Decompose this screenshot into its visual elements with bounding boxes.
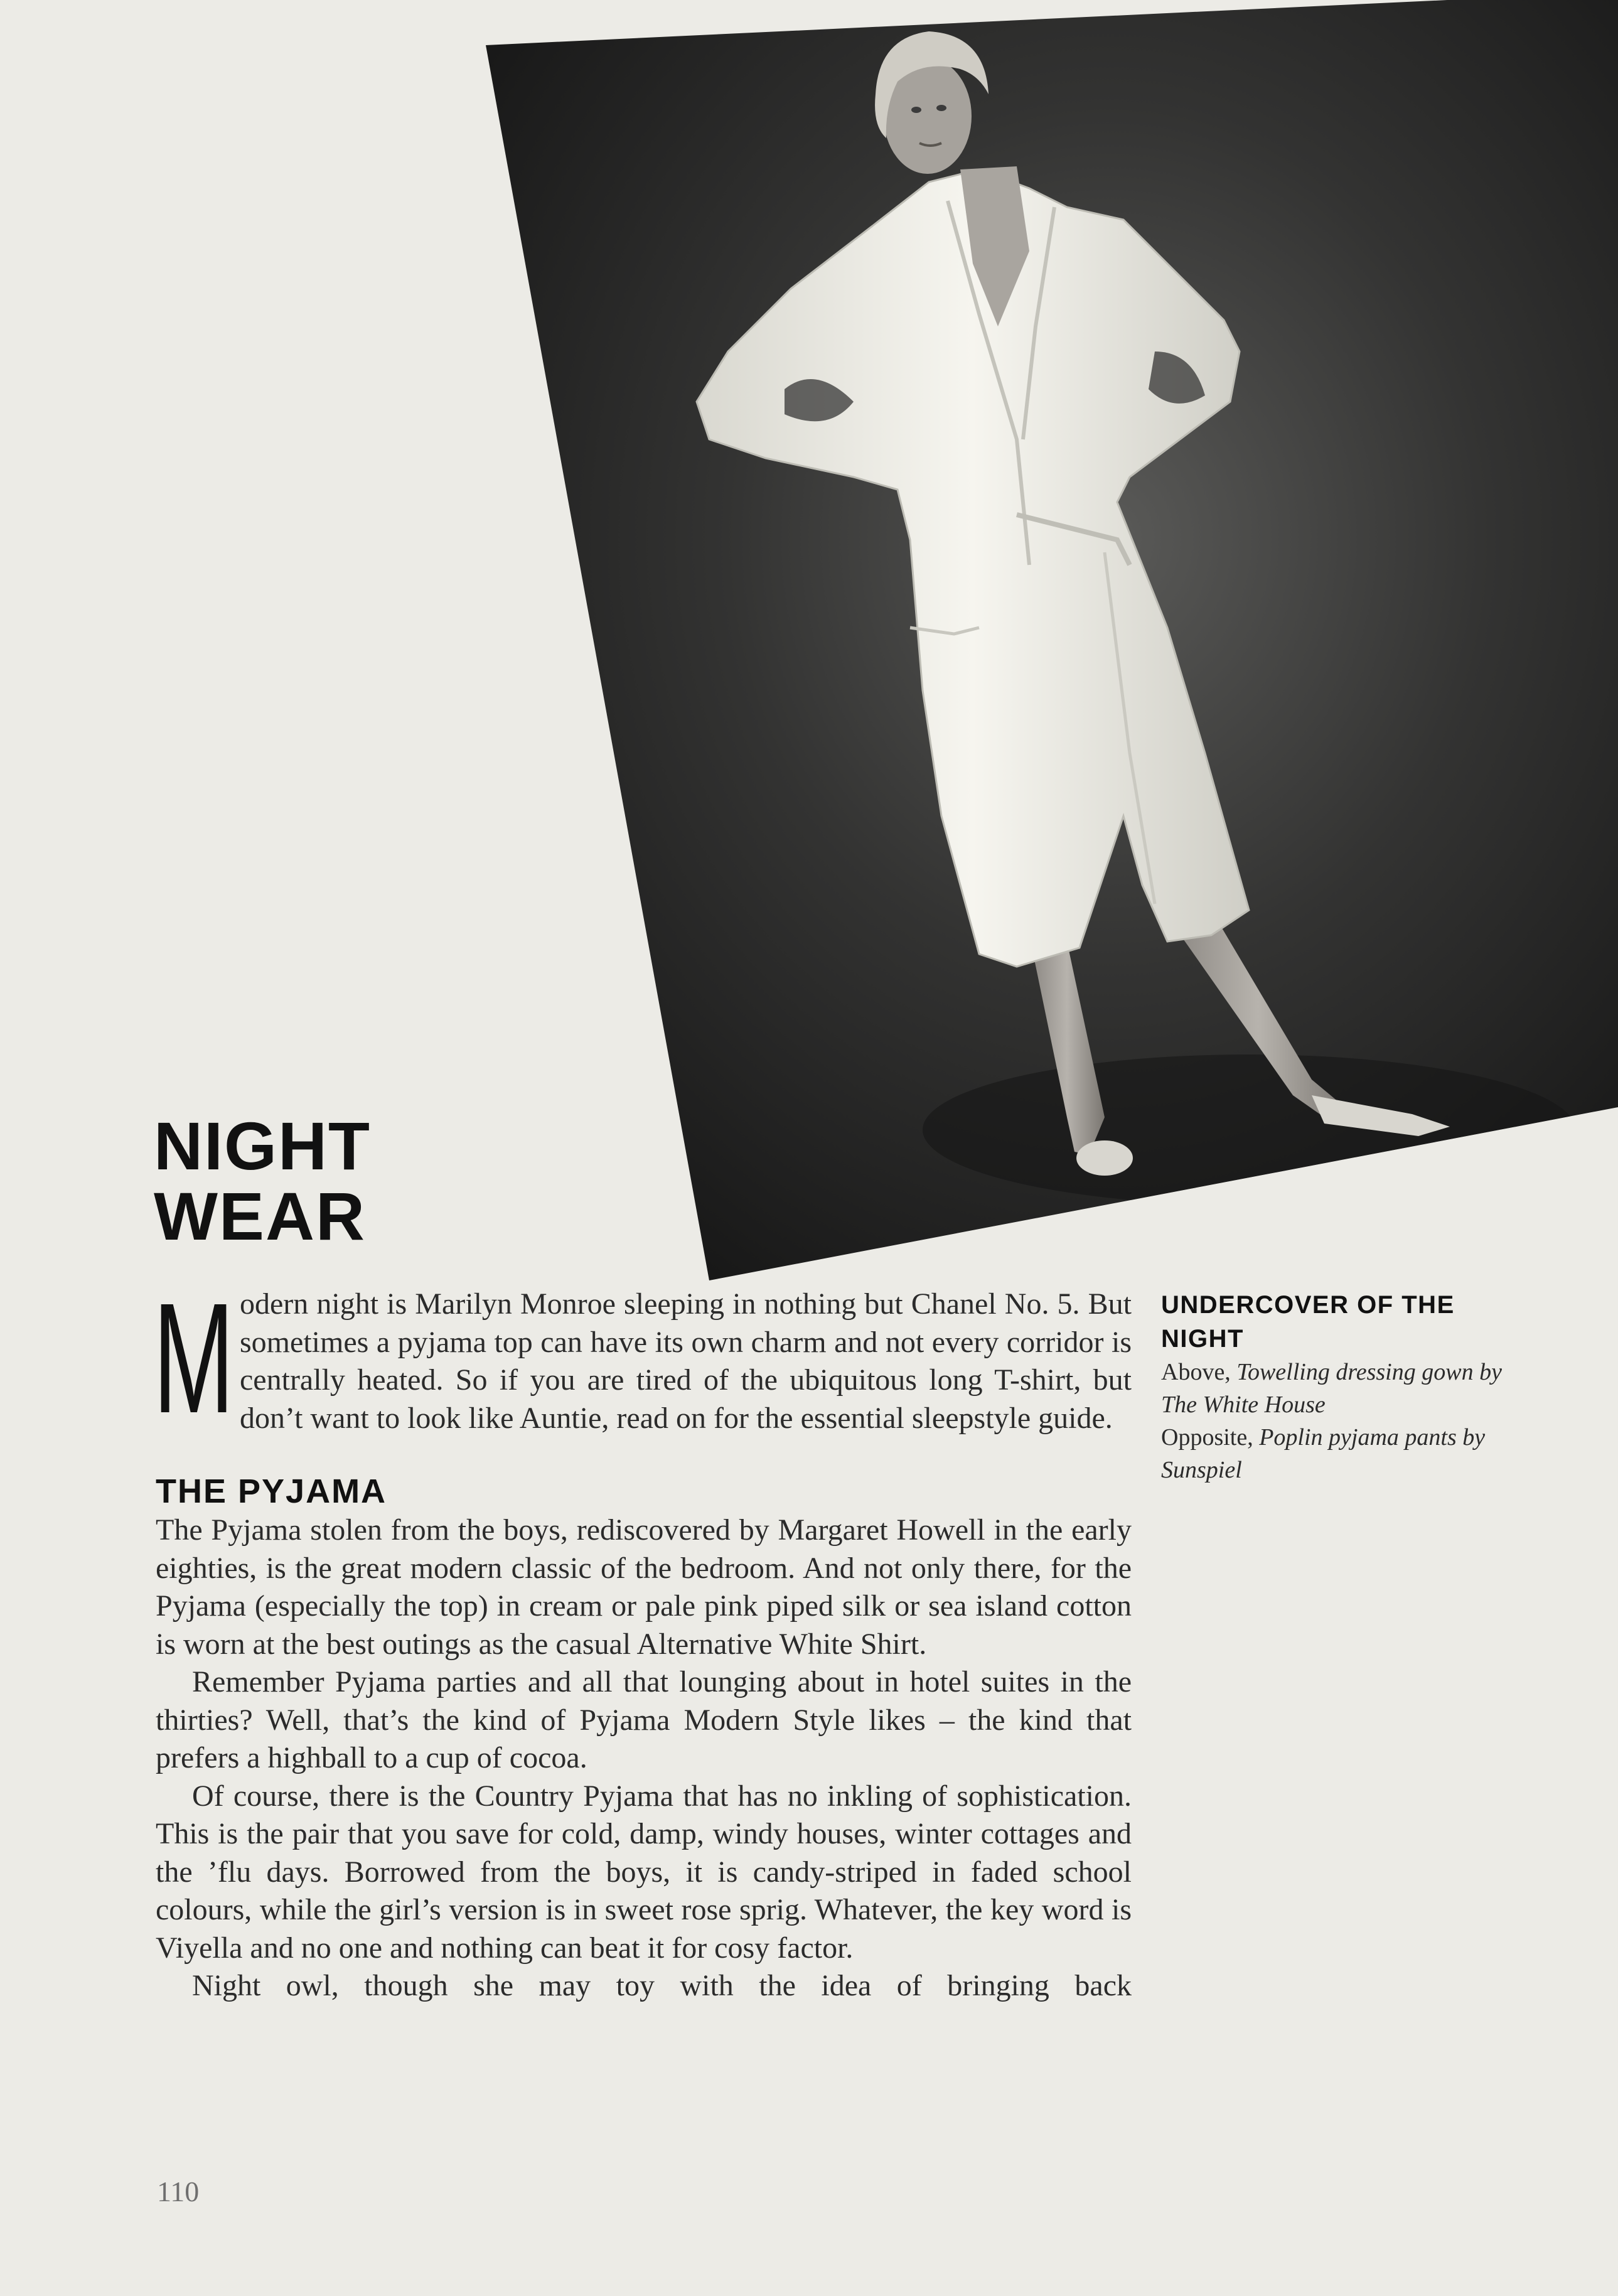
drop-cap: M <box>153 1270 235 1446</box>
dressing-gown <box>697 169 1249 967</box>
model-hair <box>875 31 988 138</box>
model-legs <box>1029 935 1105 1155</box>
paragraph-3: Of course, there is the Country Pyjama that has no inkling of sophistication. This is the pair that you save for cold, damp, windy houses, winter cottages and the ’flu days. Borrowed from the boys, it is candy-striped in faded school colours, while the girl’s version is in sweet rose sprig. Whatever, the key word is Viyella and no one and nothing can beat it for cosy factor. <box>156 1779 1132 1965</box>
caption-above <box>1161 1356 1538 1421</box>
intro-text: odern night is Marilyn Monroe sleeping in nothing but Chanel No. 5. But sometimes a pyjama top can have its own charm and not every corridor is centrally heated. So if you are tired of the ubiquitous long T-shirt, but don’t want to look like Auntie, read on for the essential sleepstyle guide. <box>240 1287 1132 1435</box>
caption-heading-line-1: UNDERCOVER OF THE <box>1161 1291 1455 1319</box>
paragraph-2: Remember Pyjama parties and all that lounging about in hotel suites in the thirties? Well, that’s the kind of Pyjama Modern Style likes – the kind that prefers a highball to a cup of cocoa. <box>156 1665 1132 1774</box>
caption-above-text-a: Towelling dressing gown by <box>1236 1359 1502 1385</box>
page-number: 110 <box>157 2175 200 2207</box>
section-heading: THE PYJAMA <box>156 1473 387 1510</box>
headline-line-1: NIGHT <box>154 1108 371 1184</box>
caption-above-label: Above, <box>1161 1359 1231 1385</box>
caption-above-text-b: The White House <box>1161 1392 1326 1418</box>
headline-line-2: WEAR <box>154 1178 366 1254</box>
caption-opposite-label: Opposite, <box>1161 1424 1253 1451</box>
caption-opposite-text-b: Sunspiel <box>1161 1457 1242 1483</box>
caption-heading <box>1161 1288 1538 1356</box>
right-shoe <box>1312 1095 1450 1136</box>
model-head <box>884 58 972 174</box>
headline <box>154 1108 371 1254</box>
paragraph-4: Night owl, though she may toy with the idea of bringing back <box>192 1969 1132 2002</box>
paragraph-1: The Pyjama stolen from the boys, rediscovered by Margaret Howell in the early eighties, is the great modern classic of the bedroom. And not only there, for the Pyjama (especially the top) in cream or pale pink piped silk or sea island cotton is worn at the best outings as the casual Alternative White Shirt. <box>156 1513 1132 1661</box>
left-shoe <box>1076 1140 1133 1176</box>
photo-frame <box>486 0 1618 1280</box>
photo-caption <box>1161 1288 1538 1486</box>
caption-opposite-text-a: Poplin pyjama pants by <box>1259 1424 1486 1451</box>
caption-heading-line-2: NIGHT <box>1161 1325 1244 1353</box>
intro-paragraph <box>153 1270 1132 1446</box>
caption-opposite <box>1161 1421 1538 1486</box>
article-body <box>153 1270 1132 2005</box>
